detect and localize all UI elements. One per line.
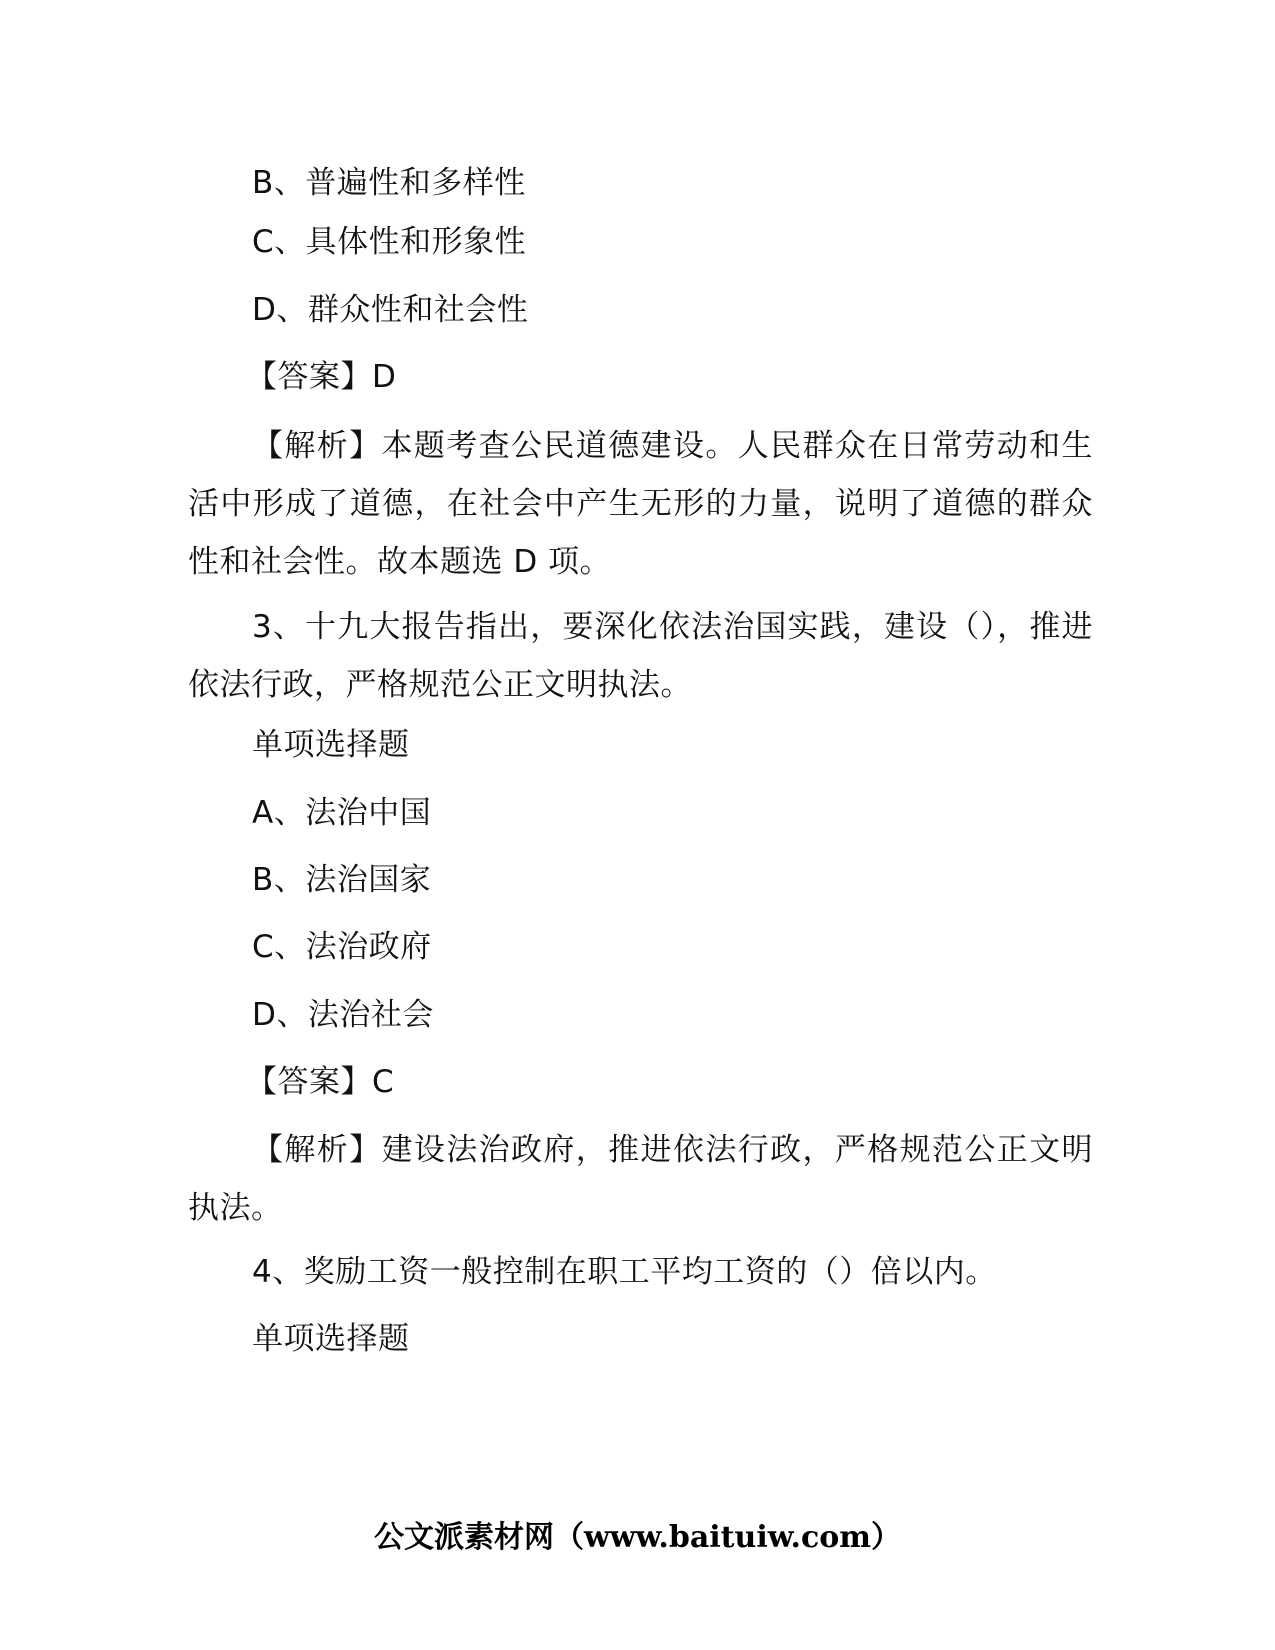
- q2-option-c: C、具体性和形象性: [252, 224, 527, 260]
- q3-option-c: C、法治政府: [252, 929, 432, 965]
- q2-option-b: B、普遍性和多样性: [252, 165, 526, 201]
- q4-stem: 4、奖励工资一般控制在职工平均工资的（）倍以内。: [252, 1254, 997, 1290]
- q3-option-b: B、法治国家: [252, 862, 432, 898]
- q3-analysis: 【解析】建设法治政府，推进依法行政，严格规范公正文明执法。: [188, 1132, 1093, 1226]
- q2-analysis: 【解析】本题考查公民道德建设。人民群众在日常劳动和生活中形成了道德，在社会中产生无形的力量，说明了道德的群众性和社会性。故本题选 D 项。: [188, 428, 1093, 580]
- footer-site-label: 公文派素材网（www.baituiw.com）: [373, 1520, 902, 1555]
- q3-type: 单项选择题: [252, 727, 410, 763]
- q3-answer: 【答案】C: [246, 1064, 395, 1100]
- q3-stem: 3、十九大报告指出，要深化依法治国实践，建设（），推进依法行政，严格规范公正文明执法。: [188, 609, 1093, 703]
- q3-option-a: A、法治中国: [252, 795, 432, 831]
- q2-answer: 【答案】D: [246, 359, 397, 395]
- q4-type: 单项选择题: [252, 1321, 410, 1357]
- q3-option-d: D、法治社会: [252, 997, 434, 1033]
- q2-option-d: D、群众性和社会性: [252, 292, 529, 328]
